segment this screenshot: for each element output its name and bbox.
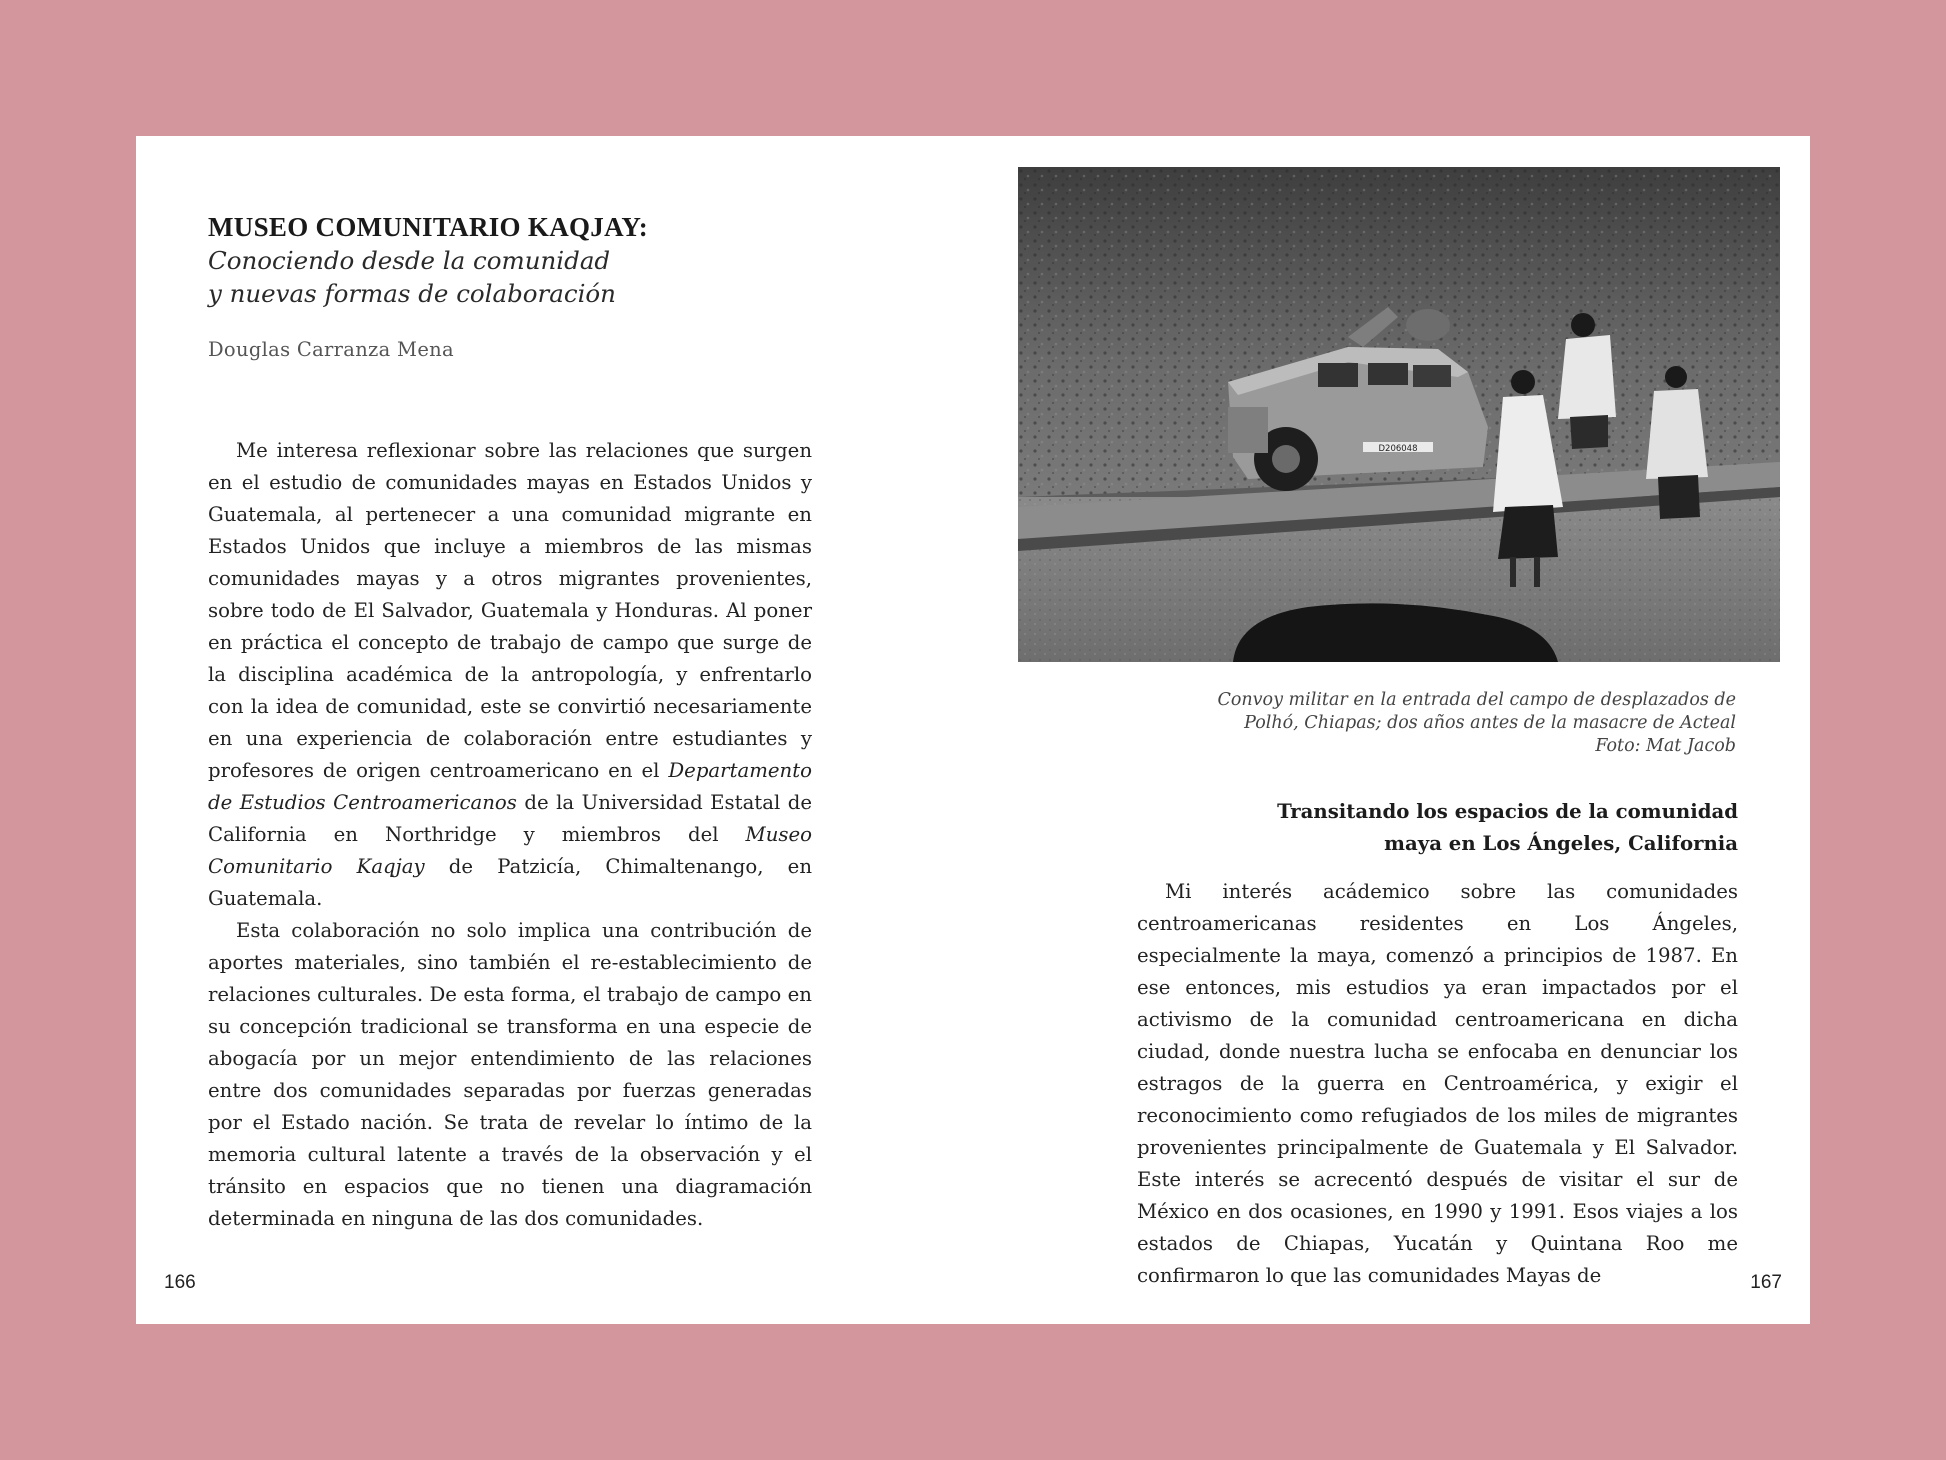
section-heading-line2: maya en Los Ángeles, California [1384, 832, 1738, 855]
paragraph-1-text-c: de Patzicía, Chimaltenango, en Guatemala. [208, 855, 812, 910]
article-title: MUSEO COMUNITARIO KAQJAY: [208, 212, 649, 242]
page-number-left: 166 [164, 1272, 196, 1293]
book-spread [136, 136, 1810, 1324]
paragraph-1-italic-a: Departamento de Estudios Centroamericanos [208, 759, 812, 814]
caption-line-2: Polhó, Chiapas; dos años antes de la masacre de Acteal [1244, 713, 1736, 733]
photo-caption [1036, 689, 1736, 758]
caption-credit: Foto: Mat Jacob [1595, 736, 1736, 756]
photograph [1018, 167, 1780, 662]
section-heading [1036, 796, 1738, 860]
article-subtitle-line2: y nuevas formas de colaboración [208, 279, 616, 308]
photo-illustration [1018, 167, 1780, 662]
left-page-content [208, 210, 812, 1235]
paragraph-1-text-a: Me interesa reflexionar sobre las relaciones que surgen en el estudio de comunidades mayas en Estados Unidos y Guatemala, al pertenecer a una comunidad migrante en Estados Unidos que incluye a miembros de las mismas comunidades mayas y a otros migrantes provenientes, sobre todo de El Salvador, Guatemala y Honduras. Al poner en práctica el concepto de trabajo de campo que surge de la disciplina académica de la antropología, y enfrentarlo con la idea de comunidad, este se convirtió necesariamente en una experiencia de colaboración entre estudiantes y profesores de origen centroamericano en el [208, 439, 812, 782]
caption-line-1: Convoy militar en la entrada del campo de desplazados de [1217, 690, 1736, 710]
right-paragraph: Mi interés acádemico sobre las comunidades centroamericanas residentes en Los Ángeles, especialmente la maya, comenzó a principios de 1987. En ese entonces, mis estudios ya eran impactados por el activismo de la comunidad centroamericana en dicha ciudad, donde nuestra lucha se enfocaba en denunciar los estragos de la guerra en Centroamérica, y exigir el reconocimiento como refugiados de los miles de migrantes provenientes principalmente de Guatemala y El Salvador. Este interés se acrecentó después de visitar el sur de México en dos ocasiones, en 1990 y 1991. Esos viajes a los estados de Chiapas, Yucatán y Quintana Roo me confirmaron lo que las comunidades Mayas de [1137, 880, 1738, 1287]
paragraph-1-text-b: de la Universidad Estatal de California en Northridge y miembros del [208, 791, 812, 846]
paragraph-2: Esta colaboración no solo implica una contribución de aportes materiales, sino también el re-establecimiento de relaciones culturales. De esta forma, el trabajo de campo en su concepción tradicional se transforma en una especie de abogacía por un mejor entendimiento de las relaciones entre dos comunidades separadas por fuerzas generadas por el Estado nación. Se trata de revelar lo íntimo de la memoria cultural latente a través de la observación y el tránsito en espacios que no tienen una diagramación determinada en ninguna de las dos comunidades. [208, 919, 812, 1230]
paragraph-1-italic-b: Museo Comunitario Kaqjay [208, 823, 812, 878]
right-body-text [1137, 876, 1738, 1292]
article-subtitle-line1: Conociendo desde la comunidad [208, 246, 611, 275]
author-name: Douglas Carranza Mena [208, 338, 454, 361]
left-body-text [208, 435, 812, 1235]
page-number-right: 167 [1750, 1272, 1782, 1293]
vehicle-label: D206048 [1378, 444, 1418, 454]
section-heading-line1: Transitando los espacios de la comunidad [1277, 800, 1738, 823]
paragraph-1 [208, 435, 812, 915]
